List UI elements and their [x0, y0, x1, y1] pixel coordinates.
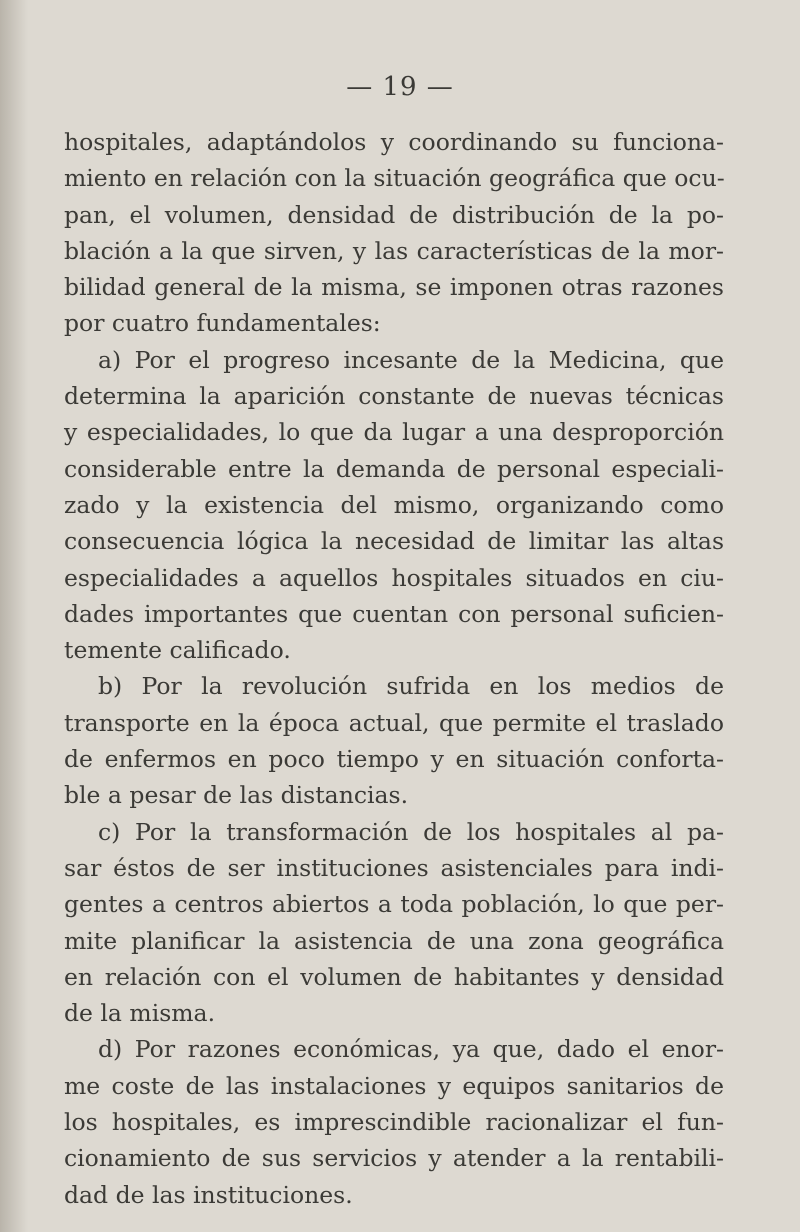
text-line: gentes a centros abiertos a toda población, lo que per-: [64, 890, 724, 919]
text-line: temente calificado.: [64, 636, 291, 665]
text-line: determina la aparición constante de nuevas técnicas: [64, 382, 724, 411]
text-line: los hospitales, es imprescindible racionalizar el fun-: [64, 1108, 724, 1137]
text-line: dades importantes que cuentan con personal suficien-: [64, 599, 724, 628]
text-line: c) Por la transformación de los hospitales al pa-: [98, 817, 724, 846]
text-line: hospitales, adaptándolos y coordinando su funciona-: [64, 128, 724, 156]
text-line: d) Por razones económicas, ya que, dado el enor-: [98, 1035, 724, 1064]
body-text: [64, 124, 724, 1213]
text-line: ble a pesar de las distancias.: [64, 781, 409, 810]
text-line: pan, el volumen, densidad de distribución de la po-: [64, 200, 724, 229]
text-line: de la misma.: [64, 999, 216, 1028]
page-number: — 19 —: [346, 72, 454, 102]
text-line: consecuencia lógica la necesidad de limitar las altas: [64, 527, 724, 556]
text-line: mite planificar la asistencia de una zona geográfica: [64, 926, 724, 955]
text-line: considerable entre la demanda de personal especiali-: [64, 454, 724, 483]
text-line: cionamiento de sus servicios y atender a la rentabili-: [64, 1144, 724, 1173]
text-line: y especialidades, lo que da lugar a una desproporción: [64, 418, 724, 447]
page-edge-shadow: [0, 0, 28, 1232]
text-line: en relación con el volumen de habitantes y densidad: [64, 962, 724, 991]
text-line: me coste de las instalaciones y equipos sanitarios de: [64, 1071, 724, 1100]
text-line: miento en relación con la situación geográfica que ocu-: [64, 164, 725, 193]
text-line: bilidad general de la misma, se imponen otras razones: [64, 273, 724, 302]
text-line: dad de las instituciones.: [64, 1180, 353, 1209]
text-line: zado y la existencia del mismo, organizando como: [64, 490, 724, 519]
text-line: de enfermos en poco tiempo y en situación conforta-: [64, 745, 724, 774]
text-line: blación a la que sirven, y las características de la mor-: [64, 236, 724, 265]
text-line: sar éstos de ser instituciones asistenciales para indi-: [64, 853, 724, 882]
text-line: transporte en la época actual, que permite el traslado: [64, 708, 724, 737]
text-line: por cuatro fundamentales:: [64, 309, 381, 338]
text-line: a) Por el progreso incesante de la Medicina, que: [98, 345, 724, 374]
text-line: especialidades a aquellos hospitales situados en ciu-: [64, 563, 724, 592]
text-line: b) Por la revolución sufrida en los medios de: [98, 672, 724, 701]
